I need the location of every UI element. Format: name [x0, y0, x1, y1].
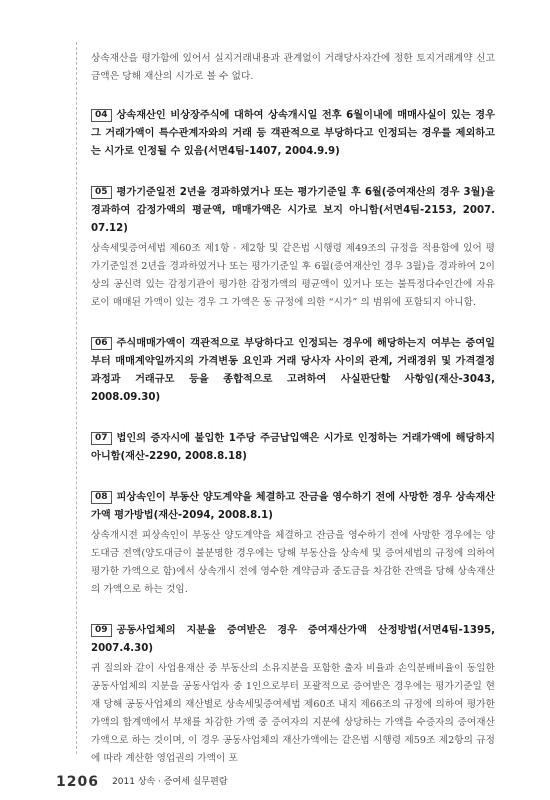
ruling-heading: [91, 335, 495, 407]
ruling-heading-text: 공동사업체의 지분을 증여받은 경우 증여재산가액 산정방법(서면4팀-1395, 2007.4.30): [91, 625, 495, 654]
ruling-body: 상속개시전 피상속인이 부동산 양도계약을 체결하고 잔금을 영수하기 전에 사망한 경우에는 양도대금 전액(양도대금이 불분명한 경우에는 당해 부동산을 상속세 및 증여세법의 규정에 의하여 평가한 가액으로 함)에서 상속개시 전에 영수한 계약금과 중도금을 차감한 잔액을 당해 상속재산의 가액으로 하는 것임.: [91, 530, 495, 595]
ruling-heading: [91, 622, 495, 658]
ruling-body: 상속세및증여세법 제60조 제1항 · 제2항 및 같은법 시행령 제49조의 규정을 적용함에 있어 평가기준일전 2년을 경과하였거나 또는 평가기준일 후 6월(증여재산인 경우 3월)을 경과하여 2이상의 공신력 있는 감정기관이 평가한 감정가액의 평균액이 있거나 또는 불특정다수인간에 자유로이 매매된 가액이 있는 경우 그 가액은 동 규정에 의한 “시가” 의 범위에 포함되지 아니함.: [91, 243, 495, 308]
ruling-heading-text: 평가기준일전 2년을 경과하였거나 또는 평가기준일 후 6월(증여재산의 경우 3월)을 경과하여 감정가액의 평균액, 매매가액은 시가로 보지 아니함(서면4팀-2153, 2007. 07.12): [91, 187, 495, 234]
ruling-heading: [91, 107, 495, 161]
ruling-number-badge: 06: [91, 337, 112, 350]
ruling-heading-text: 상속재산인 비상장주식에 대하여 상속개시일 전후 6월이내에 매매사실이 있는 경우 그 거래가액이 특수관계자와의 거래 등 객관적으로 부당하다고 인정되는 경우를 제외하고는 시가로 인정될 수 있음(서면4팀-1407, 2004.9.9): [91, 110, 495, 157]
ruling-heading-text: 피상속인이 부동산 양도계약을 체결하고 잔금을 영수하기 전에 사망한 경우 상속재산가액 평가방법(재산-2094, 2008.8.1): [91, 492, 495, 521]
ruling-number-badge: 08: [91, 491, 112, 504]
ruling-entry-07: [91, 430, 495, 466]
ruling-entry-09: [91, 622, 495, 768]
ruling-heading: [91, 430, 495, 466]
page-number: 1206: [56, 774, 99, 790]
ruling-body: 귀 질의와 같이 사업용재산 중 부동산의 소유지분을 포함한 출자 비율과 손익분배비율이 동일한 공동사업체의 지분을 공동사업자 중 1인으로부터 포괄적으로 증여받은 경우에는 평가기준일 현재 당해 공동사업체의 재산별로 상속세및증여세법 제60조 내지 제66조의 규정에 의하여 평가한 가액의 합계액에서 부채를 차감한 가액 중 증여자의 지분에 상당하는 가액을 수증자의 증여재산가액으로 하는 것이며, 이 경우 공동사업체의 재산가액에는 같은법 시행령 제59조 제2항의 규정에 따라 계산한 영업권의 가액이 포: [91, 663, 495, 764]
page-footer: [56, 771, 228, 790]
ruling-entry-04: [91, 107, 495, 161]
ruling-number-badge: 04: [91, 109, 112, 122]
page-content: [91, 50, 495, 768]
ruling-number-badge: 07: [91, 432, 112, 445]
ruling-number-badge: 09: [91, 624, 112, 637]
ruling-heading-text: 법인의 증자시에 불입한 1주당 주금납입액은 시가로 인정하는 거래가액에 해당하지 아니함(재산-2290, 2008.8.18): [91, 433, 495, 462]
ruling-heading: [91, 184, 495, 238]
margin-guide-line: [76, 42, 77, 754]
intro-paragraph: 상속재산을 평가함에 있어서 실지거래내용과 관계없이 거래당사자간에 정한 토지거래계약 신고금액은 당해 재산의 시가로 볼 수 없다.: [91, 53, 495, 82]
ruling-entry-05: [91, 184, 495, 312]
ruling-heading-text: 주식매매가액이 객관적으로 부당하다고 인정되는 경우에 해당하는지 여부는 증여일부터 매매계약일까지의 가격변동 요인과 거래 당사자 사이의 관계, 거래경위 및 가격결정 과정과 거래규모 등을 종합적으로 고려하여 사실판단할 사항임(재산-3043, 2008.09.30): [91, 338, 495, 403]
ruling-number-badge: 05: [91, 186, 112, 199]
ruling-entry-06: [91, 335, 495, 407]
ruling-entry-08: [91, 489, 495, 599]
ruling-heading: [91, 489, 495, 525]
book-title: 2011 상속 · 증여세 실무편람: [112, 777, 228, 787]
